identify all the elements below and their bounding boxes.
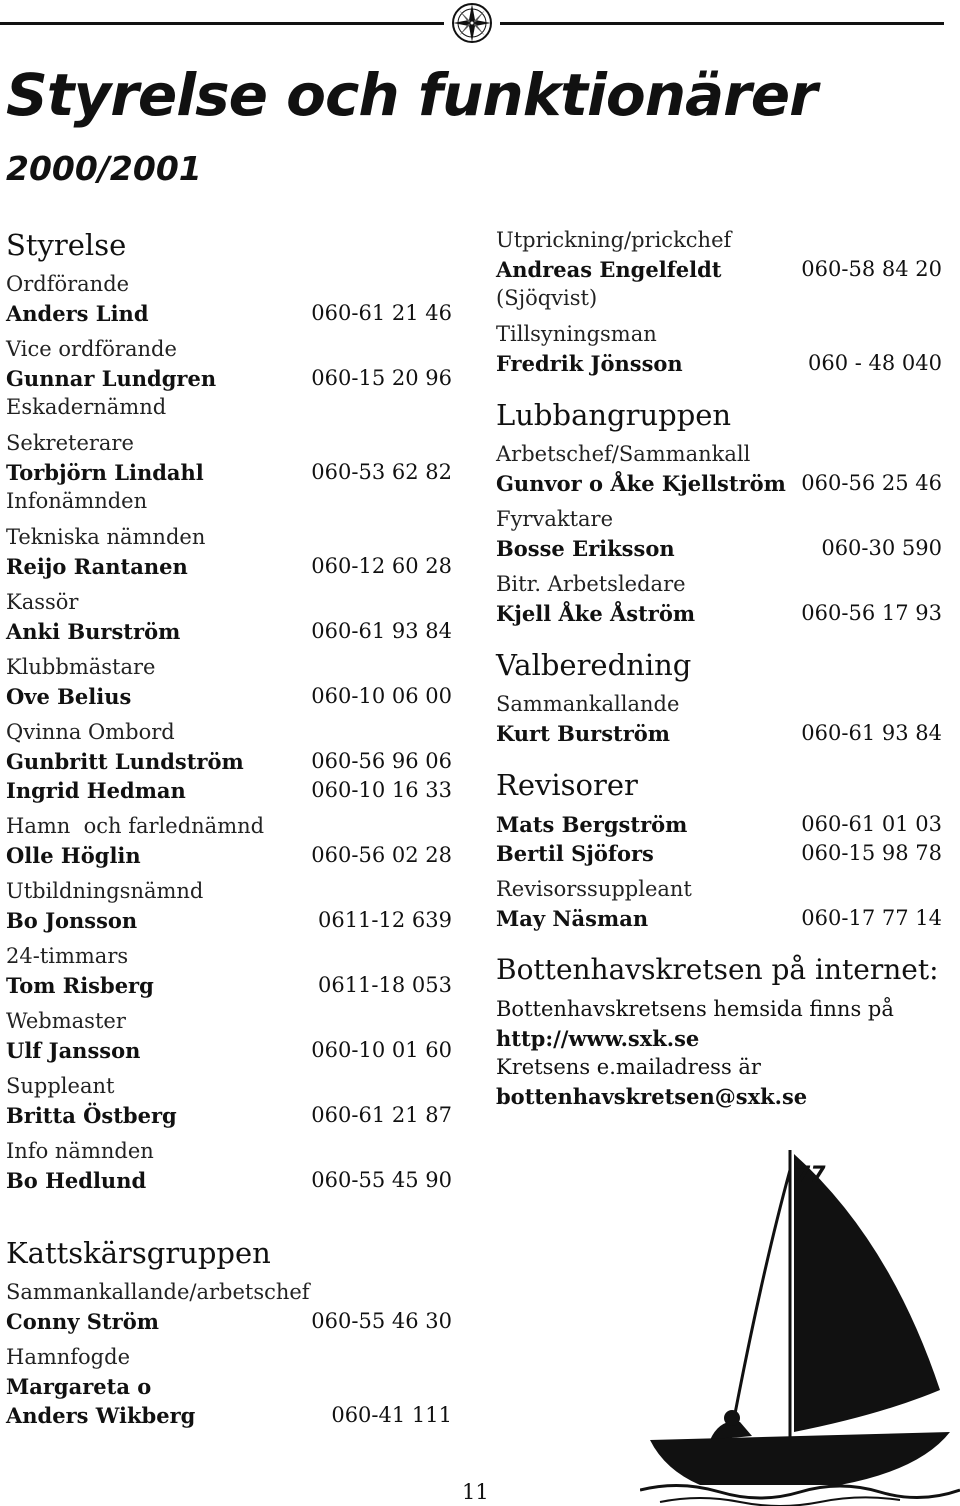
- person-name: May Näsman: [496, 906, 649, 931]
- entry-sammankallande: [6, 1278, 452, 1336]
- role-label: 24-timmars: [6, 944, 129, 968]
- entry-arbetschef: [496, 440, 942, 498]
- phone-number: 060-56 17 93: [801, 601, 942, 625]
- person-name: Anders Wikberg: [6, 1403, 196, 1428]
- phone-number: 060-61 93 84: [311, 619, 452, 643]
- email-link[interactable]: bottenhavskretsen@sxk.se: [496, 1084, 808, 1109]
- phone-number: 060-61 21 46: [311, 301, 452, 325]
- person-name: Anki Burström: [6, 619, 181, 644]
- compass-rose-icon: [446, 0, 498, 46]
- role-label: Utprickning/prickchef: [496, 228, 732, 252]
- email-text: Kretsens e.mailadress är: [496, 1055, 761, 1079]
- section-heading-internet: Bottenhavskretsen på internet:: [496, 953, 939, 986]
- phone-number: 0611-18 053: [317, 973, 452, 997]
- person-name: Gunnar Lundgren: [6, 366, 217, 391]
- entry-sekreterare: [6, 429, 452, 516]
- homepage-text: Bottenhavskretsens hemsida finns på: [496, 997, 894, 1021]
- entry-24-timmars: [6, 942, 452, 1000]
- person-name: Torbjörn Lindahl: [6, 460, 204, 485]
- page-title: Styrelse och funktionärer: [6, 61, 817, 129]
- person-name: Margareta o: [6, 1374, 152, 1399]
- internet-info: [496, 995, 942, 1111]
- section-heading-kattskarsgruppen: Kattskärsgruppen: [6, 1236, 271, 1270]
- sailboat-illustration: [640, 1140, 960, 1506]
- role-label: Hamn och farlednämnd: [6, 814, 265, 838]
- phone-number: 060-15 98 78: [801, 841, 942, 865]
- person-name: Olle Höglin: [6, 843, 141, 868]
- entry-vice-ordforande: [6, 335, 452, 422]
- section-heading-lubbangruppen: Lubbangruppen: [496, 398, 732, 432]
- phone-number: 060-56 96 06: [311, 749, 452, 773]
- entry-utprickning: [496, 226, 942, 313]
- role-label: Webmaster: [6, 1009, 126, 1033]
- phone-number: 060-55 45 90: [311, 1168, 452, 1192]
- phone-number: 060-58 84 20: [801, 257, 942, 281]
- person-name: Gunbritt Lundström: [6, 749, 244, 774]
- role-sublabel: (Sjöqvist): [496, 286, 598, 310]
- person-name: Anders Lind: [6, 301, 149, 326]
- entry-suppleant: [6, 1072, 452, 1130]
- entry-ordforande: [6, 270, 452, 328]
- role-label: Tillsyningsman: [496, 322, 657, 346]
- person-name: Bosse Eriksson: [496, 536, 675, 561]
- phone-number: 060-61 93 84: [801, 721, 942, 745]
- section-heading-styrelse: Styrelse: [6, 228, 127, 262]
- role-label: Tekniska nämnden: [6, 525, 206, 549]
- person-name: Kurt Burström: [496, 721, 671, 746]
- entry-revisorssuppleant: [496, 875, 942, 933]
- entry-tillsyningsman: [496, 320, 942, 378]
- role-label: Hamnfogde: [6, 1345, 131, 1369]
- right-column: [496, 226, 942, 1111]
- page-subtitle: 2000/2001: [6, 149, 202, 188]
- entry-valberedning: [496, 690, 942, 748]
- role-label: Suppleant: [6, 1074, 115, 1098]
- phone-number: 060-10 01 60: [311, 1038, 452, 1062]
- homepage-link[interactable]: http://www.sxk.se: [496, 1026, 700, 1051]
- role-label: Bitr. Arbetsledare: [496, 572, 686, 596]
- person-name: Gunvor o Åke Kjellström: [496, 471, 786, 496]
- role-label: Sekreterare: [6, 431, 134, 455]
- person-name: Bo Jonsson: [6, 908, 138, 933]
- phone-number: 060-53 62 82: [311, 460, 452, 484]
- role-label: Qvinna Ombord: [6, 720, 175, 744]
- role-label: Vice ordförande: [6, 337, 177, 361]
- person-name: Fredrik Jönsson: [496, 351, 683, 376]
- phone-number: 060-56 25 46: [801, 471, 942, 495]
- person-name: Ulf Jansson: [6, 1038, 141, 1063]
- phone-number: 060-12 60 28: [311, 554, 452, 578]
- phone-number: 060-10 16 33: [311, 778, 452, 802]
- phone-number: 060-41 111: [331, 1403, 452, 1427]
- entry-bitr-arbetsledare: [496, 570, 942, 628]
- entry-tekniska: [6, 523, 452, 581]
- person-name: Britta Östberg: [6, 1103, 177, 1128]
- phone-number: 060-17 77 14: [801, 906, 942, 930]
- phone-number: 060 - 48 040: [807, 351, 942, 375]
- phone-number: 060-55 46 30: [311, 1309, 452, 1333]
- top-rule-right: [500, 22, 944, 25]
- styrelse-section: [6, 226, 452, 1202]
- entry-fyrvaktare: [496, 505, 942, 563]
- entry-webmaster: [6, 1007, 452, 1065]
- role-label: Info nämnden: [6, 1139, 154, 1163]
- entry-hamnfogde: [6, 1343, 452, 1430]
- person-name: Kjell Åke Åström: [496, 601, 696, 626]
- phone-number: 060-30 590: [821, 536, 942, 560]
- entry-qvinna-ombord: [6, 718, 452, 805]
- role-label: Sammankallande/arbetschef: [6, 1280, 310, 1304]
- phone-number: 060-61 01 03: [801, 812, 942, 836]
- sail-number: 77: [795, 1163, 826, 1188]
- person-name: Bo Hedlund: [6, 1168, 147, 1193]
- role-label: Utbildningsnämnd: [6, 879, 204, 903]
- person-name: Reijo Rantanen: [6, 554, 188, 579]
- role-label: Ordförande: [6, 272, 130, 296]
- phone-number: 060-10 06 00: [311, 684, 452, 708]
- person-name: Andreas Engelfeldt: [496, 257, 722, 282]
- kattskarsgruppen-section: [6, 1234, 452, 1437]
- phone-number: 060-61 21 87: [311, 1103, 452, 1127]
- role-label: Arbetschef/Sammankall: [496, 442, 751, 466]
- role-label: Kassör: [6, 590, 79, 614]
- role-label: Sammankallande: [496, 692, 680, 716]
- entry-revisorer: [496, 810, 942, 868]
- role-label: Klubbmästare: [6, 655, 156, 679]
- phone-number: 060-15 20 96: [311, 366, 452, 390]
- entry-kassor: [6, 588, 452, 646]
- section-heading-revisorer: Revisorer: [496, 768, 638, 802]
- entry-utbildning: [6, 877, 452, 935]
- person-name: Conny Ström: [6, 1309, 159, 1334]
- entry-klubbmastare: [6, 653, 452, 711]
- phone-number: 060-56 02 28: [311, 843, 452, 867]
- person-name: Ingrid Hedman: [6, 778, 186, 803]
- page-number: 11: [462, 1480, 489, 1504]
- role-label: Revisorssuppleant: [496, 877, 692, 901]
- person-name: Mats Bergström: [496, 812, 688, 837]
- role-label: Fyrvaktare: [496, 507, 614, 531]
- person-name: Bertil Sjöfors: [496, 841, 654, 866]
- phone-number: 0611-12 639: [317, 908, 452, 932]
- entry-info-namnden: [6, 1137, 452, 1195]
- person-name: Ove Belius: [6, 684, 132, 709]
- role-sublabel: Eskadernämnd: [6, 395, 167, 419]
- person-name: Tom Risberg: [6, 973, 154, 998]
- entry-hamn: [6, 812, 452, 870]
- role-sublabel: Infonämnden: [6, 489, 148, 513]
- top-rule-left: [0, 22, 444, 25]
- section-heading-valberedning: Valberedning: [496, 648, 692, 682]
